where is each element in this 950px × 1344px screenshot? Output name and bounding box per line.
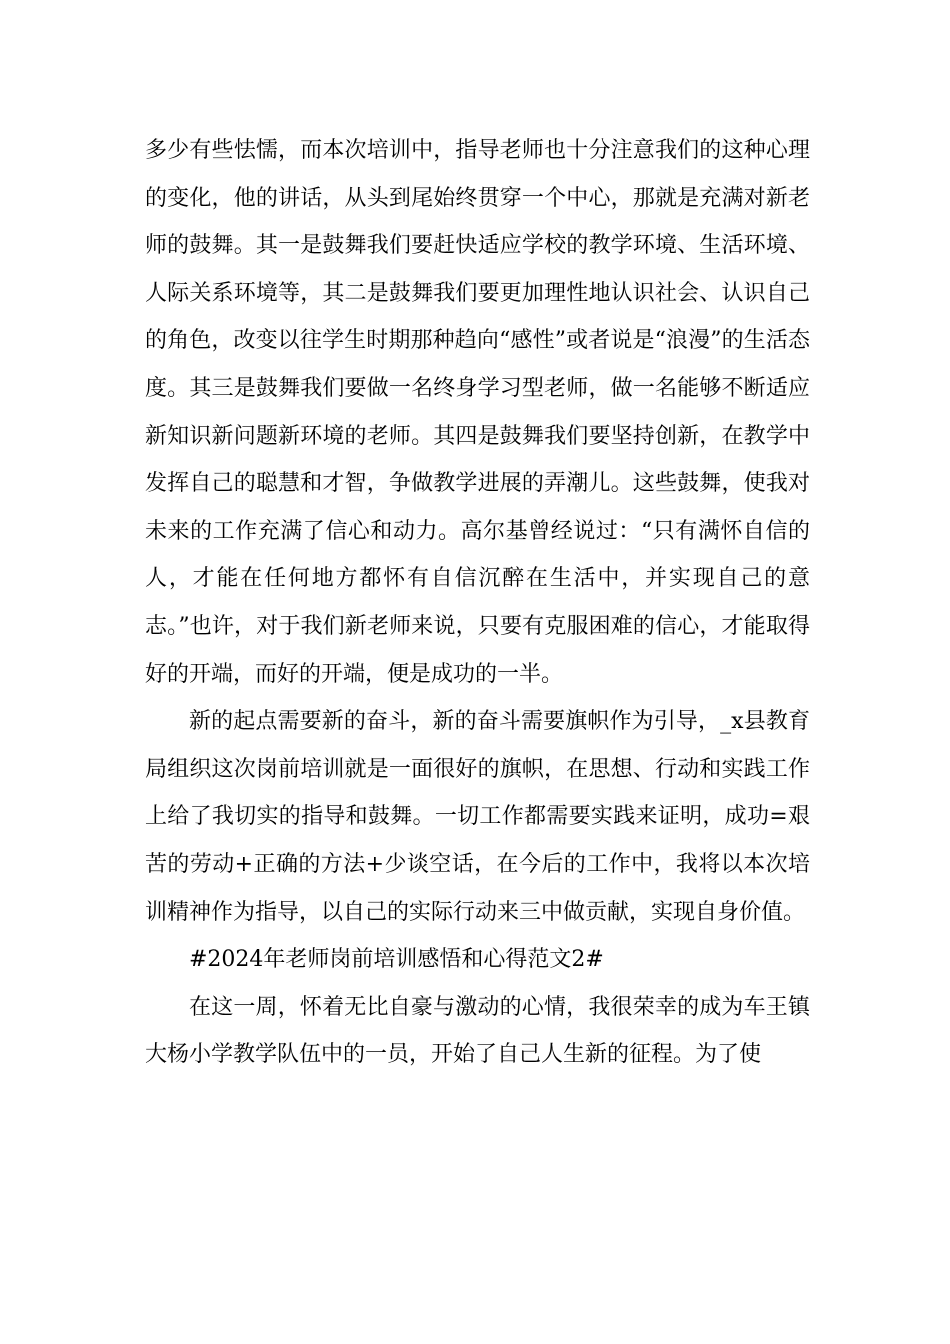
paragraph-1: 多少有些怯懦，而本次培训中，指导老师也十分注意我们的这种心理的变化，他的讲话，从头到尾始终贯穿一个中心，那就是充满对新老师的鼓舞。其一是鼓舞我们要赶快适应学校的教学环境、生活环境、人际关系环境等，其二是鼓舞我们要更加理性地认识社会、认识自己的角色，改变以往学生时期那种趋向“感性”或者说是“浪漫”的生活态度。其三是鼓舞我们要做一名终身学习型老师，做一名能够不断适应新知识新问题新环境的老师。其四是鼓舞我们要坚持创新，在教学中发挥自己的聪慧和才智，争做教学进展的弄潮儿。这些鼓舞，使我对未来的工作充满了信心和动力。高尔基曾经说过：“只有满怀自信的人，才能在任何地方都怀有自信沉醉在生活中，并实现自己的意志。”也许，对于我们新老师来说，只要有克服困难的信心，才能取得好的开端，而好的开端，便是成功的一半。 [145,138,810,687]
section-heading: #2024年老师岗前培训感悟和心得范文2# [189,947,604,973]
paragraph-3: 在这一周，怀着无比自豪与激动的心情，我很荣幸的成为车王镇大杨小学教学队伍中的一员，开始了自己人生新的征程。为了使 [145,994,810,1068]
document-body [145,127,810,1079]
paragraph-2: 新的起点需要新的奋斗，新的奋斗需要旗帜作为引导，_x县教育局组织这次岗前培训就是一面很好的旗帜，在思想、行动和实践工作上给了我切实的指导和鼓舞。一切工作都需要实践来证明，成功=艰苦的劳动+正确的方法+少谈空话，在今后的工作中，我将以本次培训精神作为指导，以自己的实际行动来三中做贡献，实现自身价值。 [145,709,810,925]
